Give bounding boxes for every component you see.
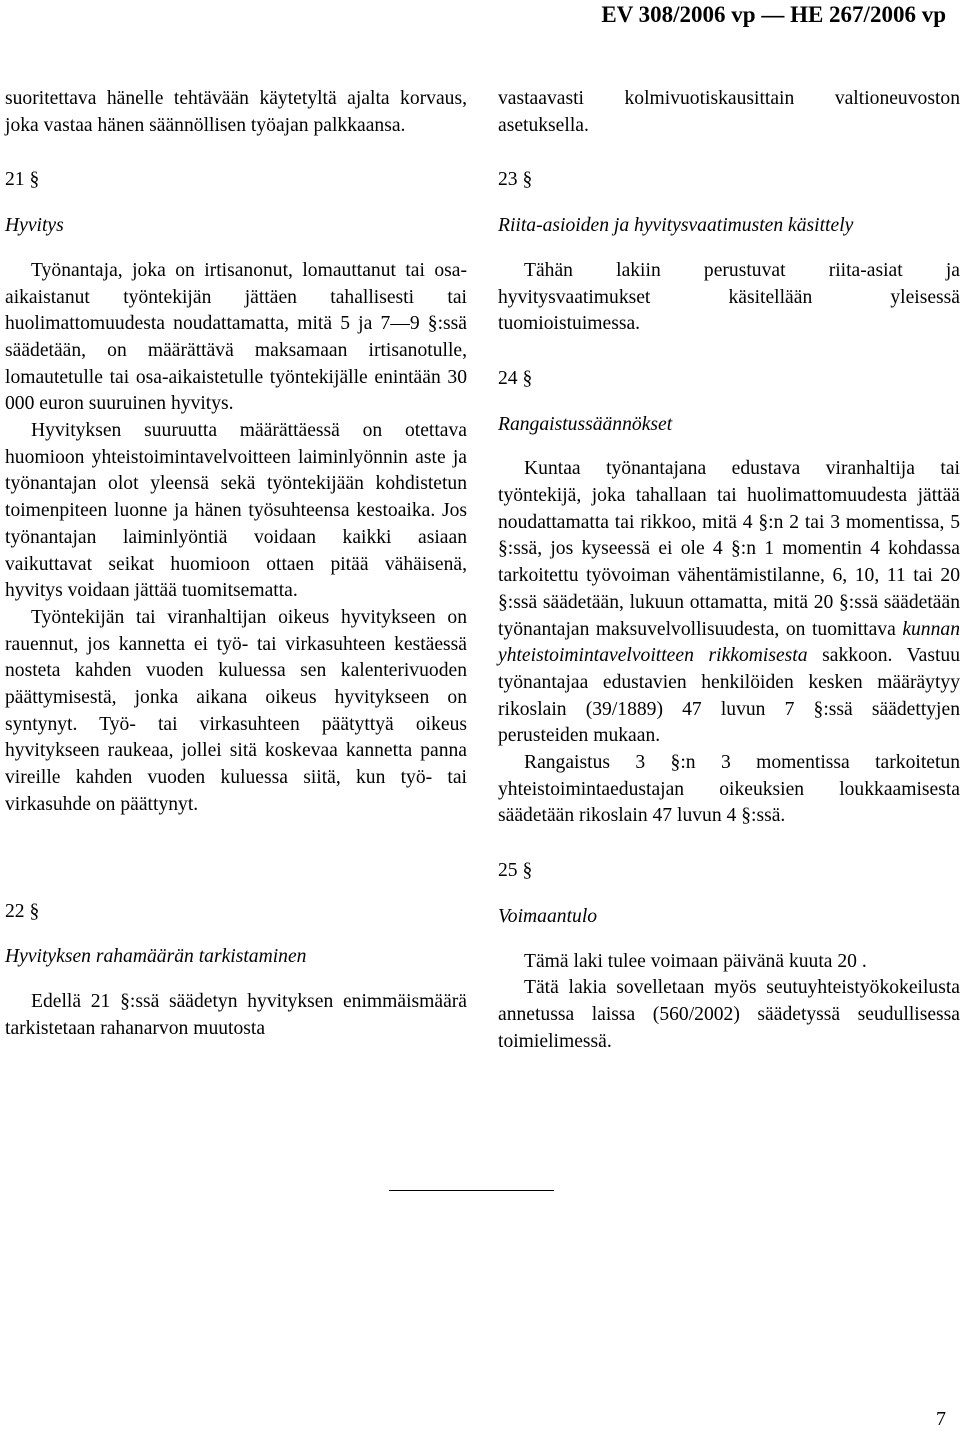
section-22-number: 22 § [5, 900, 40, 922]
closing-rule [389, 1190, 554, 1191]
section-21-title: Hyvitys [5, 215, 64, 237]
section-24-paragraph-1 [498, 456, 960, 750]
section-24-title: Rangaistussäännökset [498, 413, 673, 435]
section-25-paragraph-1: Tämä laki tulee voimaan päivänä kuuta 20 . [524, 950, 867, 972]
section-21-paragraph-1: Työnantaja, joka on irtisanonut, lomauttanut tai osa-aikaistanut työntekijän jättäen tahallisesti tai huolimattomuudesta noudattamatta, mitä 5 ja 7—9 §:ssä säädetään, on määrättävä maksamaan irtisanotulle, lomautetulle tai osa-aikaistetulle työntekijälle enintään 30 000 euron suuruinen hyvitys. [5, 259, 467, 415]
section-25-number: 25 § [498, 860, 533, 882]
section-22-title: Hyvityksen rahamäärän tarkistaminen [5, 946, 307, 968]
document-header: EV 308/2006 vp — HE 267/2006 vp [601, 2, 946, 27]
right-column [498, 86, 960, 1055]
left-column [5, 86, 467, 1042]
section-21-number: 21 § [5, 169, 40, 191]
offence-name: kunnan yhteistoimintavelvoitteen rikkomisesta [498, 618, 960, 667]
section-24-paragraph-1-end: sakkoon. Vastuu työnantajaa edustavien henkilöiden kesken määräytyy rikoslain (39/1889) 47 luvun 7 §:ssä säädettyjen perusteiden mukaan. [498, 645, 960, 747]
section-23-title: Riita-asioiden ja hyvitysvaatimusten käsittely [498, 215, 854, 237]
page-number: 7 [936, 1408, 946, 1430]
section-23-number: 23 § [498, 169, 533, 191]
section-25-title: Voimaantulo [498, 905, 598, 927]
right-intro-paragraph: vastaavasti kolmivuotiskausittain valtioneuvoston asetuksella. [498, 88, 960, 136]
section-22-paragraph-1: Edellä 21 §:ssä säädetyn hyvityksen enimmäismäärä tarkistetaan rahanarvon muutosta [5, 990, 467, 1039]
section-24-paragraph-2: Rangaistus 3 §:n 3 momentissa tarkoitetun yhteistoimintaedustajan oikeuksien loukkaamisesta säädetään rikoslain 47 luvun 4 §:ssä. [498, 752, 960, 827]
left-intro-paragraph: suoritettava hänelle tehtävään käytetyltä ajalta korvaus, joka vastaa hänen säännöllisen työajan palkkaansa. [5, 88, 467, 136]
section-23-paragraph-1: Tähän lakiin perustuvat riita-asiat ja hyvitysvaatimukset käsitellään yleisessä tuomioistuimessa. [498, 259, 960, 335]
section-21-paragraph-3: Työntekijän tai viranhaltijan oikeus hyvitykseen on rauennut, jos kannetta ei työ- tai virkasuhteen kestäessä nosteta kahden vuoden kuluessa sen kalenterivuoden päättymisestä, jonka aikana oikeus hyvitykseen on syntynyt. Työ- tai virkasuhteen päätyttyä oikeus hyvitykseen raukeaa, jollei sitä koskevaa kannetta panna vireille kahden vuoden kuluessa siitä, kun työ- tai virkasuhde on päättynyt. [5, 606, 467, 815]
section-24-number: 24 § [498, 367, 533, 389]
section-24-paragraph-1-start: Kuntaa työnantajana edustava viranhaltija tai työntekijä, joka tahallaan tai huolimattomuudesta jättää noudattamatta tai rikkoo, mitä 4 §:n 2 tai 3 momentissa, 5 §:ssä, jos kyseessä ei ole 4 §:n 1 momentin 4 kohdassa tarkoitettu työvoiman vähentämistilanne, 6, 10, 11 tai 20 §:ssä säädetään, lukuun ottamatta, mitä 20 §:ssä säädetään työnantajan maksuvelvollisuudesta, on tuomittava [498, 458, 960, 640]
section-21-paragraph-2: Hyvityksen suuruutta määrättäessä on otettava huomioon yhteistoimintavelvoitteen laiminlyönnin aste ja työnantajan olot yleensä sekä työntekijään kohdistetun toimenpiteen luonne ja hänen työsuhteensa kestoaika. Jos työnantajan laiminlyöntiä voidaan kaikki asiaan vaikuttavat seikat huomioon ottaen pitää vähäisenä, hyvitys voidaan jättää tuomitsematta. [5, 420, 467, 602]
section-25-paragraph-2: Tätä lakia sovelletaan myös seutuyhteistyökokeilusta annetussa laissa (560/2002) säädetyssä seudullisessa toimielimessä. [498, 977, 960, 1052]
